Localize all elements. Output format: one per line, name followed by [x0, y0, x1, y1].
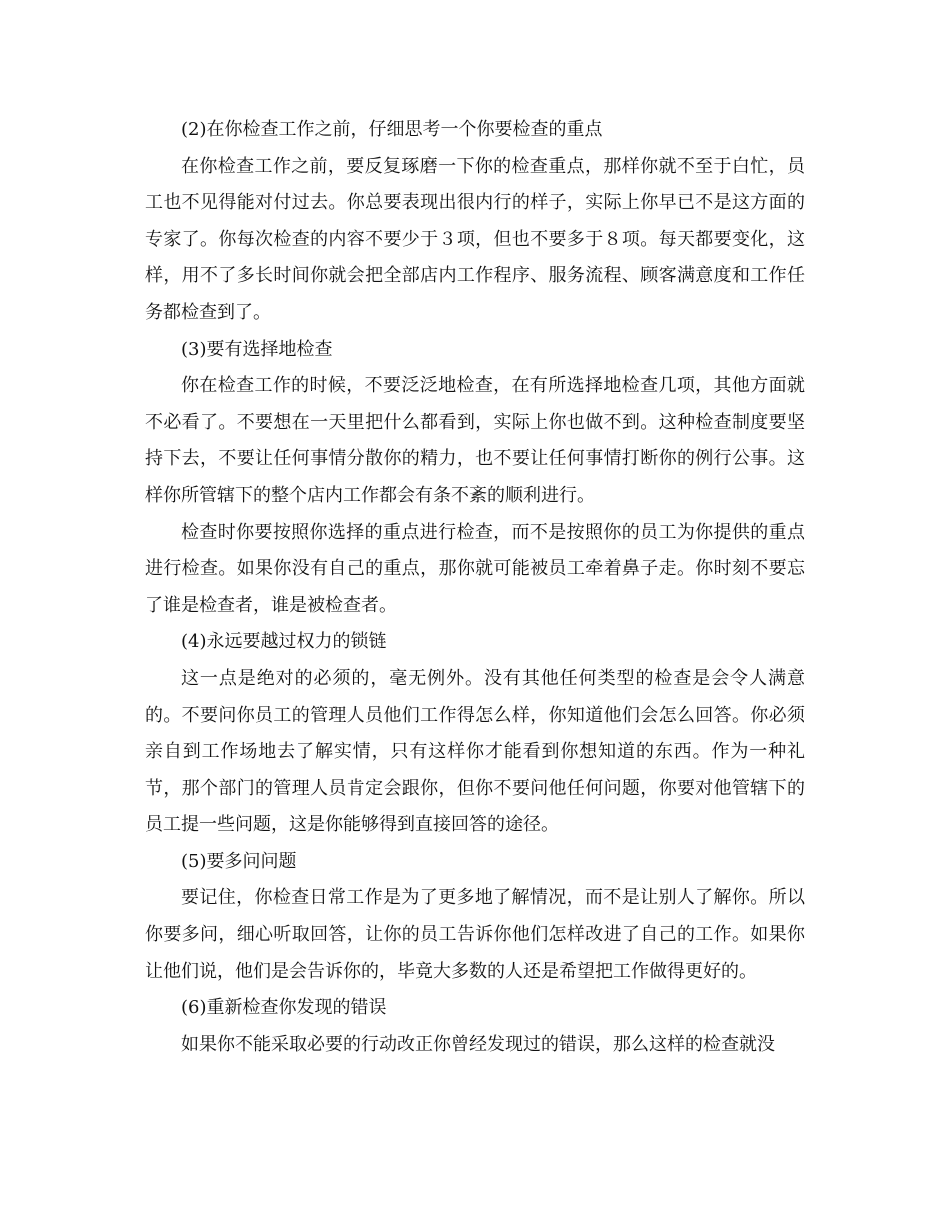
paragraph: 这一点是绝对的必须的，毫无例外。没有其他任何类型的检查是会令人满意的。不要问你员工的管理人员他们工作得怎么样，你知道他们会怎么回答。你必须亲自到工作场地去了解实情，只有这样你才能看到你想知道的东西。作为一种礼节，那个部门的管理人员肯定会跟你，但你不要问他任何问题，你要对他管辖下的员工提一些问题，这是你能够得到直接回答的途径。	[145, 667, 805, 836]
paragraph: 你在检查工作的时候，不要泛泛地检查，在有所选择地检查几项，其他方面就不必看了。不要想在一天里把什么都看到，实际上你也做不到。这种检查制度要坚持下去，不要让任何事情分散你的精力，也不要让任何事情打断你的例行公事。这样你所管辖下的整个店内工作都会有条不紊的顺利进行。	[145, 375, 805, 506]
section-heading-4: (4)永远要越过权力的锁链	[181, 631, 387, 653]
section-heading-5: (5)要多问问题	[181, 850, 297, 872]
paragraph: 要记住，你检查日常工作是为了更多地了解情况，而不是让别人了解你。所以你要多问，细心听取回答，让你的员工告诉你他们怎样改进了自己的工作。如果你让他们说，他们是会告诉你的，毕竟大多数的人还是希望把工作做得更好的。	[145, 887, 805, 982]
section-heading-6: (6)重新检查你发现的错误	[181, 997, 387, 1019]
section-heading-2: (2)在你检查工作之前，仔细思考一个你要检查的重点	[181, 119, 603, 140]
paragraph: 在你检查工作之前，要反复琢磨一下你的检查重点，那样你就不至于白忙，员工也不见得能对付过去。你总要表现出很内行的样子，实际上你早已不是这方面的专家了。你每次检查的内容不要少于３项，但也不要多于８项。每天都要变化，这样，用不了多长时间你就会把全部店内工作程序、服务流程、顾客满意度和工作任务都检查到了。	[145, 155, 805, 323]
section-heading-3: (3)要有选择地检查	[181, 338, 333, 360]
paragraph: 如果你不能采取必要的行动改正你曾经发现过的错误，那么这样的检查就没	[181, 1033, 775, 1055]
paragraph: 检查时你要按照你选择的重点进行检查，而不是按照你的员工为你提供的重点进行检查。如果你没有自己的重点，那你就可能被员工牵着鼻子走。你时刻不要忘了谁是检查者，谁是被检查者。	[145, 521, 805, 616]
document-page	[145, 112, 805, 1063]
